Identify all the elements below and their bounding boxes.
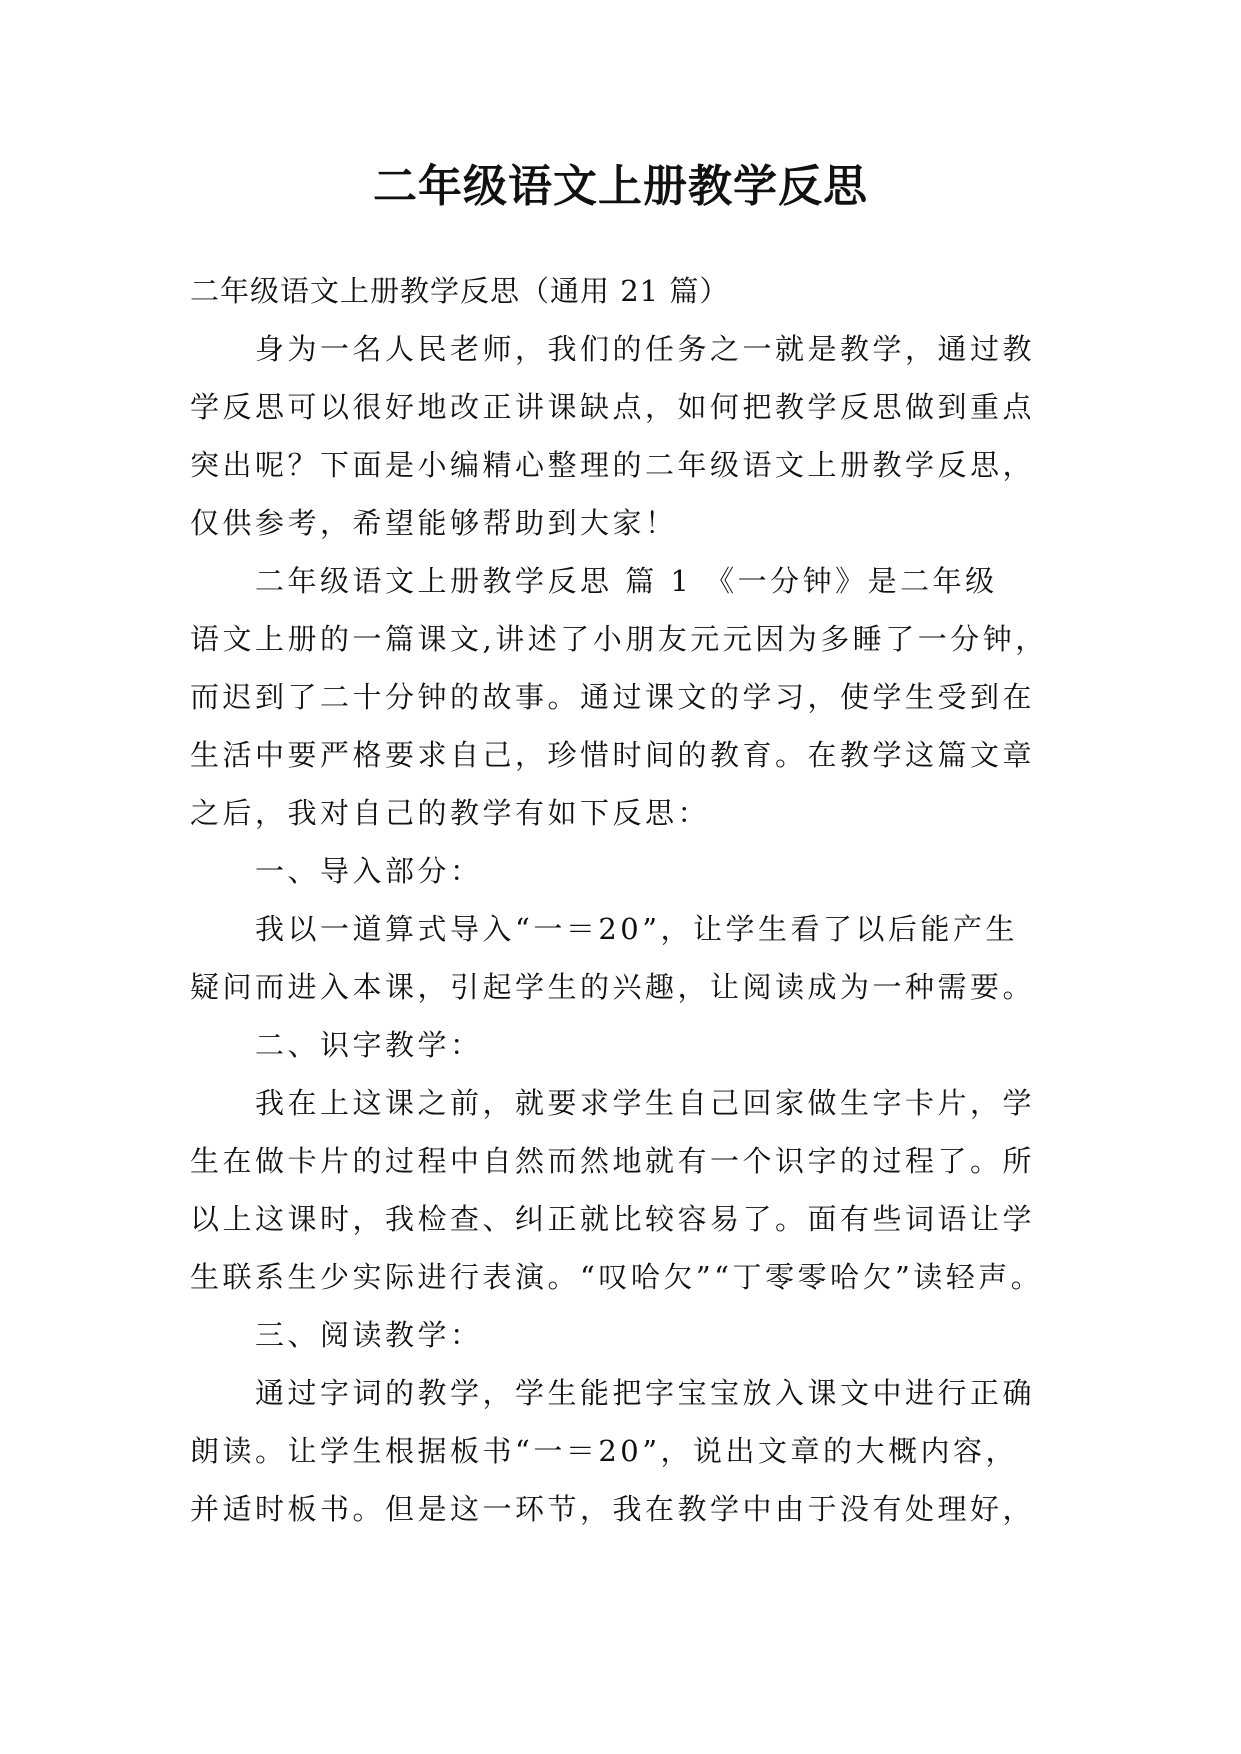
text-line: 一、导入部分： [255,854,483,888]
text-line: 二、识字教学： [255,1028,483,1062]
text-line: 生活中要严格要求自己，珍惜时间的教育。在教学这篇文章 [190,738,1036,772]
text-line: 而迟到了二十分钟的故事。通过课文的学习，使学生受到在 [190,680,1036,714]
text-line: 生在做卡片的过程中自然而然地就有一个识字的过程了。所 [190,1144,1036,1178]
document-body [190,262,1070,1538]
text-line: 之后，我对自己的教学有如下反思： [190,796,711,830]
text-line: 突出呢？下面是小编精心整理的二年级语文上册教学反思， [190,448,1036,482]
text-line: 疑问而进入本课，引起学生的兴趣，让阅读成为一种需要。 [190,970,1036,1004]
text-line: 学反思可以很好地改正讲课缺点，如何把教学反思做到重点 [190,390,1036,424]
text-line: 通过字词的教学，学生能把字宝宝放入课文中进行正确 [255,1376,1036,1410]
text-line: 二年级语文上册教学反思 篇 1 《一分钟》是二年级 [255,564,998,598]
text-line: 语文上册的一篇课文,讲述了小朋友元元因为多睡了一分钟， [190,622,1048,656]
text-line: 二年级语文上册教学反思（通用 21 篇） [190,274,730,308]
text-line: 生联系生少实际进行表演。“叹哈欠”“丁零零哈欠”读轻声。 [190,1260,1044,1294]
text-line: 三、阅读教学： [255,1318,483,1352]
text-line: 并适时板书。但是这一环节，我在教学中由于没有处理好， [190,1492,1036,1526]
text-line: 以上这课时，我检查、纠正就比较容易了。面有些词语让学 [190,1202,1036,1236]
document-title: 二年级语文上册教学反思 [373,161,868,212]
text-line: 身为一名人民老师，我们的任务之一就是教学，通过教 [255,332,1036,366]
text-line: 我以一道算式导入“一＝20”，让学生看了以后能产生 [255,912,1019,946]
text-line: 我在上这课之前，就要求学生自己回家做生字卡片，学 [255,1086,1036,1120]
text-line: 仅供参考，希望能够帮助到大家！ [190,506,678,540]
text-line: 朗读。让学生根据板书“一＝20”，说出文章的大概内容， [190,1434,1019,1468]
